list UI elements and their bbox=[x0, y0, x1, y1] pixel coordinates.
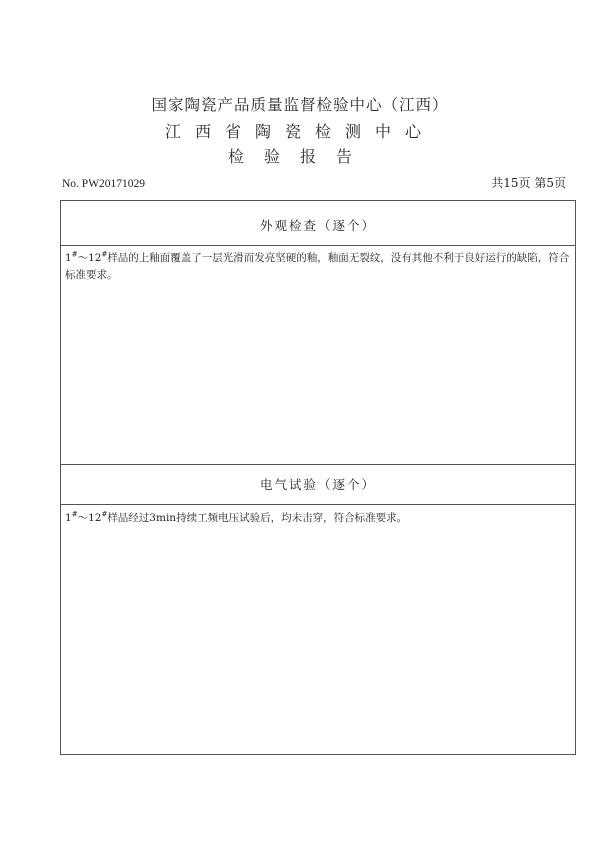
divider bbox=[61, 504, 575, 505]
appearance-section-text bbox=[65, 250, 571, 284]
appearance-result-text: 样品的上釉面覆盖了一层光滑而发亮坚硬的釉，釉面无裂纹，没有其他不利于良好运行的缺陷，符合标准要求。 bbox=[65, 252, 570, 281]
sample-start-mark: # bbox=[71, 510, 78, 519]
sample-end-number: 12 bbox=[88, 512, 102, 524]
sample-end-number: 12 bbox=[88, 252, 102, 264]
sample-end-mark: # bbox=[101, 250, 108, 259]
divider bbox=[61, 245, 575, 246]
divider bbox=[61, 464, 575, 465]
electrical-section-text bbox=[65, 510, 571, 527]
range-separator: ～ bbox=[77, 512, 89, 524]
sample-start-number: 1 bbox=[65, 512, 72, 524]
report-frame bbox=[60, 200, 576, 755]
sample-start-number: 1 bbox=[65, 252, 72, 264]
testing-center-title: 江西省陶瓷检测中心 bbox=[164, 122, 435, 141]
electrical-section-title: 电气试验（逐个） bbox=[259, 477, 376, 492]
sample-end-mark: # bbox=[101, 510, 108, 519]
center-name-title: 国家陶瓷产品质量监督检验中心（江西） bbox=[151, 96, 449, 114]
page-info: 共15页 第5页 bbox=[491, 176, 566, 190]
electrical-result-text: 样品经过3min持续工频电压试验后，均未击穿，符合标准要求。 bbox=[107, 512, 408, 524]
sample-start-mark: # bbox=[71, 250, 78, 259]
report-number: No. PW20171029 bbox=[62, 178, 146, 190]
range-separator: ～ bbox=[77, 252, 89, 264]
appearance-section-title: 外观检查（逐个） bbox=[259, 218, 376, 233]
report-title: 检验报告 bbox=[227, 147, 372, 166]
